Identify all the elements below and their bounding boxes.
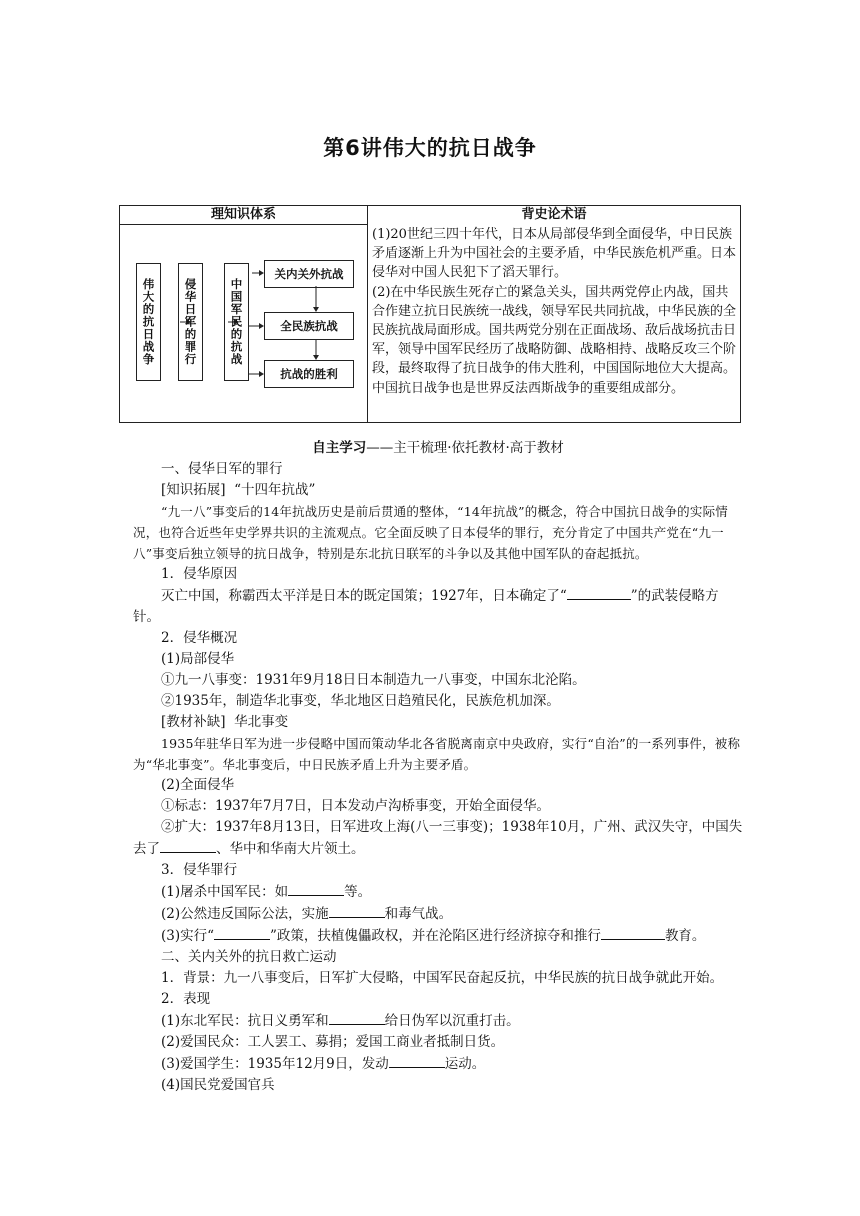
full-invasion-b-text-b: 、华中和华南大片领土。: [216, 841, 365, 857]
diagram-box-national: 全民族抗战: [264, 312, 354, 340]
knowledge-extension: [133, 480, 743, 501]
crime-1-text-a: (1)屠杀中国军民：如: [161, 884, 289, 900]
extension-tag: [知识拓展]: [161, 482, 226, 498]
diagram-box-resistance: 中国军民的抗战: [224, 263, 249, 381]
history-terms-header: [368, 206, 740, 224]
manifestation-4: (4)国民党爱国官兵: [161, 1077, 275, 1093]
heading-crimes: 一、侵华日军的罪行: [161, 461, 283, 477]
blank-field[interactable]: [329, 1010, 385, 1025]
textbook-supplement: [133, 712, 743, 733]
diagram-box-war: 伟大的抗日战争: [136, 263, 161, 381]
local-invasion: (1)局部侵华: [161, 651, 235, 667]
page-title: 第6讲伟大的抗日战争: [323, 136, 537, 160]
manifestation-3: [133, 1053, 743, 1075]
diagram-box-victory: 抗战的胜利: [264, 360, 354, 388]
history-terms-column: [368, 206, 740, 422]
local-invasion-b: ②1935年，制造华北事变，华北地区日趋殖民化，民族危机加深。: [161, 693, 560, 709]
knowledge-system-header-text: 理知识体系: [210, 207, 276, 222]
subheading-reasons: 1．侵华原因: [161, 566, 238, 582]
diagram-box-inside-outside: 关内关外抗战: [264, 260, 354, 288]
subheading-crimes: 3．侵华罪行: [161, 862, 238, 878]
blank-field[interactable]: [288, 881, 344, 896]
history-terms-header-text: 背史论术语: [521, 207, 587, 222]
reasons-body: [133, 585, 743, 628]
local-invasion-a: ①九一八事变：1931年9月18日日本制造九一八事变，中国东北沦陷。: [161, 672, 586, 688]
manifestation-2: (2)爱国民众：工人罢工、募捐；爱国工商业者抵制日货。: [161, 1034, 505, 1050]
section-header: [133, 438, 743, 459]
main-content: [133, 438, 743, 1096]
crime-2: [133, 903, 743, 925]
blank-field[interactable]: [389, 1053, 445, 1068]
knowledge-system-column: [120, 206, 368, 422]
crime-3-text-b: ”政策，扶植傀儡政权，并在沦陷区进行经济掠夺和推行: [270, 928, 601, 944]
manifestation-1: [133, 1010, 743, 1032]
crime-1: [133, 881, 743, 903]
crime-3: [133, 925, 743, 947]
heading-salvation: 二、关内关外的抗日救亡运动: [161, 949, 337, 965]
diagram-box-crimes: 侵华日军的罪行: [178, 263, 203, 381]
blank-field[interactable]: [214, 925, 270, 940]
crime-2-text-a: (2)公然违反国际公法，实施: [161, 906, 329, 922]
reasons-text-b: ”的武装侵略方针。: [133, 588, 719, 625]
subheading-manifestation: 2．表现: [161, 991, 211, 1007]
blank-field[interactable]: [329, 903, 385, 918]
subheading-overview: 2．侵华概况: [161, 630, 238, 646]
crime-3-text-a: (3)实行“: [161, 928, 215, 944]
knowledge-diagram: [120, 225, 367, 422]
background: 1．背景：九一八事变后，日军扩大侵略，中国军民奋起反抗，中华民族的抗日战争就此开始。: [161, 970, 724, 986]
crime-3-text-c: 教育。: [664, 928, 706, 944]
supplement-title: 华北事变: [234, 714, 289, 730]
manifestation-1-text-a: (1)东北军民：抗日义勇军和: [161, 1013, 329, 1029]
summary-table: [119, 205, 741, 423]
section-header-rest: ——主干梳理·依托教材·高于教材: [366, 440, 564, 456]
extension-body: “九一八”事变后的14年抗战历史是前后贯通的整体，“14年抗战”的概念，符合中国抗日战争的实际情况，也符合近些年史学界共识的主流观点。它全面反映了日本侵华的罪行，充分肯定了中国共产党在“九一八”事变后独立领导的抗日战争，特别是东北抗日联军的斗争以及其他中国军队的奋起抵抗。: [133, 504, 728, 561]
manifestation-3-text-a: (3)爱国学生：1935年12月9日，发动: [161, 1056, 389, 1072]
supplement-tag: [教材补缺]: [161, 714, 226, 730]
supplement-body: 1935年驻华日军为进一步侵略中国而策动华北各省脱离南京中央政府，实行“自治”的一系列事件，被称为“华北事变”。华北事变后，中日民族矛盾上升为主要矛盾。: [133, 736, 741, 772]
reasons-text-a: 灭亡中国，称霸西太平洋是日本的既定国策；1927年，日本确定了“: [161, 588, 567, 604]
history-term-2: (2)在中华民族生死存亡的紧急关头，国共两党停止内战，国共合作建立抗日民族统一战线，领导军民共同抗战，中华民族的全民族抗战局面形成。国共两党分别在正面战场、敌后战场抗击日军，领导中国军民经历了战略防御、战略相持、战略反攻三个阶段，最终取得了抗日战争的伟大胜利，中国国际地位大大提高。中国抗日战争也是世界反法西斯战争的重要组成部分。: [372, 284, 737, 396]
crime-1-text-b: 等。: [344, 884, 372, 900]
blank-field[interactable]: [567, 585, 631, 600]
blank-field[interactable]: [160, 838, 216, 853]
knowledge-system-header: [120, 206, 367, 225]
history-terms-body: [372, 225, 736, 398]
full-invasion-a: ①标志：1937年7月7日，日本发动卢沟桥事变，开始全面侵华。: [161, 798, 551, 814]
full-invasion-b-text-a: ②扩大：1937年8月13日，日军进攻上海(八一三事变)；1938年10月，广州、武汉失守，中国失去了: [133, 819, 743, 857]
history-term-1: (1)20世纪三四十年代，日本从局部侵华到全面侵华，中日民族矛盾逐渐上升为中国社会的主要矛盾，中华民族危机严重。日本侵华对中国人民犯下了滔天罪行。: [372, 227, 737, 281]
full-invasion: (2)全面侵华: [161, 777, 235, 793]
manifestation-3-text-b: 运动。: [444, 1056, 486, 1072]
manifestation-1-text-b: 给日伪军以沉重打击。: [384, 1013, 520, 1029]
blank-field[interactable]: [601, 925, 665, 940]
full-invasion-b: [133, 817, 743, 860]
extension-title: “十四年抗战”: [234, 482, 316, 498]
crime-2-text-b: 和毒气战。: [384, 906, 453, 922]
section-header-bold: 自主学习: [312, 440, 367, 456]
